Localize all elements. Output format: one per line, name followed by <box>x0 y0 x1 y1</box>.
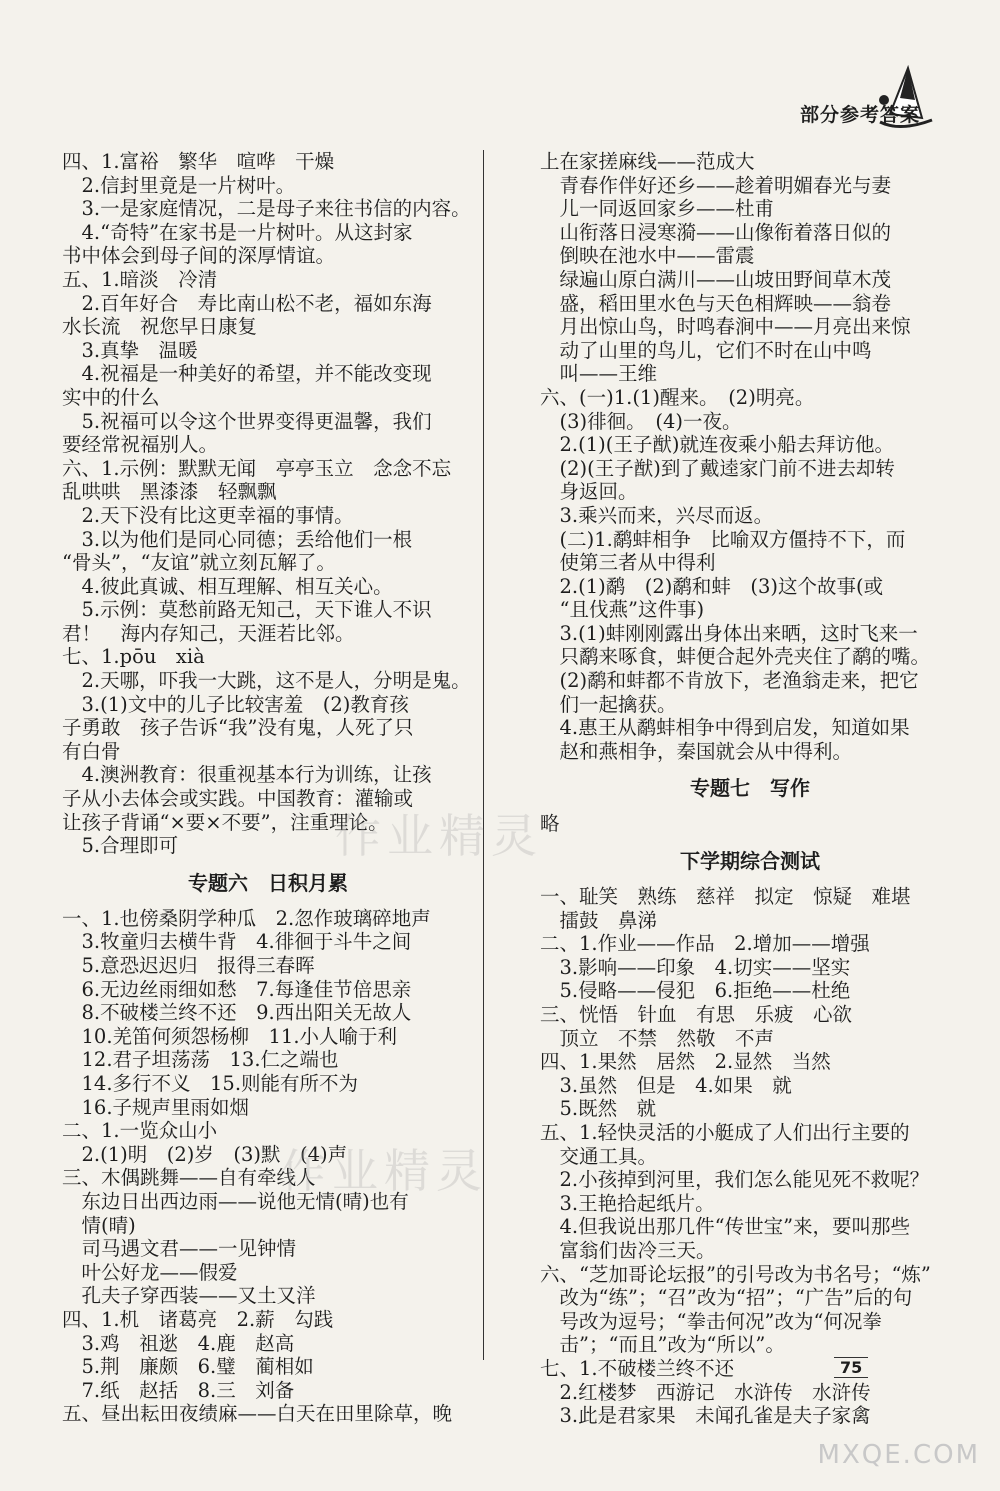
answer-line: 使第三者从中得利 <box>540 551 716 575</box>
answer-line: 5.既然 就 <box>540 1097 657 1121</box>
page-header: 部分参考答案 <box>799 104 920 126</box>
answer-line: 2.(1)(王子猷)就连夜乘小船去拜访他。 <box>540 433 894 457</box>
answer-line: 绿遍山原白满川——山坡田野间草木茂 <box>540 267 892 291</box>
answer-line: 七、1.不破楼兰终不还 <box>540 1356 735 1380</box>
answer-line: 3.(1)蚌刚刚露出身体出来晒，这时飞来一 <box>540 621 918 645</box>
answer-line: 3.王艳拾起纸片。 <box>540 1191 715 1215</box>
answer-line: 4.但我说出那几件“传世宝”来，要叫那些 <box>540 1215 911 1239</box>
answer-line: 击”；“而且”改为“所以”。 <box>540 1333 785 1357</box>
answer-line: 赵和燕相争，秦国就会从中得利。 <box>540 739 853 763</box>
answer-line: 五、1.轻快灵活的小艇成了人们出行主要的 <box>540 1120 910 1144</box>
answer-line: 乱哄哄 黑漆漆 轻飘飘 <box>62 480 277 504</box>
answer-line: 8.不破楼兰终不还 9.西出阳关无故人 <box>62 1001 412 1025</box>
answer-line: 5.示例：莫愁前路无知己，天下谁人不识 <box>62 598 432 622</box>
answer-line: 略 <box>540 812 560 836</box>
answer-line: 7.纸 赵括 8.三 刘备 <box>62 1378 295 1402</box>
answer-line: 山衔落日浸寒漪——山像衔着落日似的 <box>540 220 892 244</box>
answer-line: 让孩子背诵“×要×不要”，注重理论。 <box>62 810 388 834</box>
answer-line: 3.牧童归去横牛背 4.徘徊于斗牛之间 <box>62 930 412 954</box>
answer-line: 身返回。 <box>540 480 638 504</box>
answer-line: 四、1.机 诸葛亮 2.薪 勾践 <box>62 1307 334 1331</box>
answer-line: 3.此是君家果 未闻孔雀是夫子家禽 <box>540 1404 871 1428</box>
answer-line: 2.(1)鹬 (2)鹬和蚌 (3)这个故事(或 <box>540 574 884 598</box>
answer-line: 二、1.一览众山小 <box>62 1119 218 1143</box>
answer-line: 实中的什么 <box>62 385 160 409</box>
stamp-watermark: 作业精灵 <box>280 1144 488 1198</box>
answer-line: 号改为逗号；“拳击何况”改为“何况拳 <box>540 1309 882 1333</box>
answer-line: 富翁们齿冷三天。 <box>540 1238 716 1262</box>
answer-line: 3.鸡 祖逖 4.鹿 赵高 <box>62 1331 295 1355</box>
answer-line: 只鹬来啄食，蚌便合起外壳夹住了鹬的嘴。 <box>540 645 931 669</box>
answer-line: 10.羌笛何须怨杨柳 11.小人喻于利 <box>62 1024 398 1048</box>
answer-line: 5.意恐迟迟归 报得三春晖 <box>62 954 315 977</box>
answer-line: 5.侵略——侵犯 6.拒绝——杜绝 <box>540 979 851 1003</box>
answer-line: 3.乘兴而来，兴尽而返。 <box>540 503 774 527</box>
answer-line: 2.小孩掉到河里，我们怎么能见死不救呢？ <box>540 1168 930 1192</box>
left-column <box>62 150 474 1426</box>
section-title: 下学期综合测试 <box>680 849 820 874</box>
answer-line: 顶立 不禁 然敬 不声 <box>540 1026 775 1050</box>
answer-line: 叶公好龙——假爱 <box>62 1260 238 1284</box>
answer-line: 擂鼓 鼻涕 <box>540 908 658 932</box>
answer-line: 孔夫子穿西装——又土又洋 <box>62 1284 316 1308</box>
site-watermark: MXQE.COM <box>817 1440 980 1470</box>
answer-line: (2)鹬和蚌都不肯放下，老渔翁走来，把它 <box>540 669 919 693</box>
answer-line: 14.多行不义 15.则能有所不为 <box>62 1071 359 1095</box>
stamp-watermark: 作业精灵 <box>335 809 543 863</box>
answer-line: 三、恍悟 针血 有思 乐疲 心欲 <box>540 1003 853 1026</box>
answer-line: 们一起擒获。 <box>540 692 677 716</box>
answer-line: 三、木偶跳舞——自有牵线人 <box>62 1166 316 1190</box>
answer-line: 动了山里的鸟儿，它们不时在山中鸣 <box>540 338 872 362</box>
answer-line: 5.合理即可 <box>62 834 179 858</box>
answer-line: 12.君子坦荡荡 13.仁之端也 <box>62 1048 339 1072</box>
answer-line: “且伐燕”这件事) <box>540 598 705 622</box>
answer-line: 子从小去体会或实践。中国教育：灌输或 <box>62 787 414 811</box>
answer-line: 四、1.果然 居然 2.显然 当然 <box>540 1050 831 1074</box>
answer-line: 16.子规声里雨如烟 <box>62 1095 250 1119</box>
answer-line: 2.天下没有比这更幸福的事情。 <box>62 503 354 527</box>
answer-line: 青春作伴好还乡——趁着明媚春光与妻 <box>540 173 892 197</box>
answer-line: 司马遇文君——一见钟情 <box>62 1237 297 1261</box>
answer-line: 四、1.富裕 繁华 喧哗 干燥 <box>62 150 335 173</box>
answer-line: 五、昼出耘田夜绩麻——白天在田里除草，晚 <box>62 1402 453 1426</box>
answer-line: 交通工具。 <box>540 1144 658 1168</box>
answer-line: 3.真挚 温暖 <box>62 338 198 362</box>
answer-line: 叫——王维 <box>540 362 658 386</box>
answer-line: 君！ 海内存知己，天涯若比邻。 <box>62 621 355 645</box>
right-column <box>540 150 960 1428</box>
page-number: 75 <box>834 1357 868 1378</box>
answer-line: 一、1.也傍桑阴学种瓜 2.忽作玻璃碎地声 <box>62 906 431 930</box>
answer-line: 4.惠王从鹬蚌相争中得到启发，知道如果 <box>540 716 910 740</box>
answer-line: 倒映在池水中——雷震 <box>540 244 755 268</box>
answer-line: 6.无边丝雨细如愁 7.每逢佳节倍思亲 <box>62 977 412 1001</box>
answer-line: 4.“奇特”在家书是一片树叶。从这封家 <box>62 220 413 244</box>
answer-line: 3.虽然 但是 4.如果 就 <box>540 1073 792 1097</box>
answer-line: 5.荆 廉颇 6.璧 蔺相如 <box>62 1355 314 1379</box>
answer-line: 2.(1)明 (2)岁 (3)默 (4)声 <box>62 1142 348 1166</box>
answer-line: 2.百年好合 寿比南山松不老，福如东海 <box>62 291 432 315</box>
answer-line: 要经常祝福别人。 <box>62 433 219 457</box>
answer-line: 3.影响——印象 4.切实——坚实 <box>540 955 851 979</box>
answer-line: 儿一同返回家乡——杜甫 <box>540 197 775 221</box>
answer-line: 月出惊山鸟，时鸣春涧中——月亮出来惊 <box>540 315 911 339</box>
answer-line: 有白骨 <box>62 739 121 763</box>
answer-line: 水长流 祝您早日康复 <box>62 315 258 339</box>
answer-line: 4.彼此真诚、相互理解、相互关心。 <box>62 574 393 598</box>
answer-line: 六、1.示例：默默无闻 亭亭玉立 念念不忘 <box>62 456 452 480</box>
answer-line: 4.澳洲教育：很重视基本行为训练，让孩 <box>62 763 432 787</box>
answer-line: (3)徘徊。 (4)一夜。 <box>540 409 742 433</box>
answer-line: 七、1.pōu xià <box>62 645 205 669</box>
answer-line: 5.祝福可以令这个世界变得更温馨，我们 <box>62 409 432 433</box>
answer-line: 改为“练”；“召”改为“招”；“广告”后的句 <box>540 1286 913 1310</box>
answer-line: 4.祝福是一种美好的希望，并不能改变现 <box>62 362 432 386</box>
answer-line: 六、“芝加哥论坛报”的引号改为书名号；“炼” <box>540 1262 931 1286</box>
answer-line: (2)(王子猷)到了戴逵家门前不进去却转 <box>540 456 895 480</box>
answer-line: 五、1.暗淡 冷清 <box>62 267 218 291</box>
answer-line: 书中体会到母子间的深厚情谊。 <box>62 244 336 268</box>
answer-line: (二)1.鹬蚌相争 比喻双方僵持不下，而 <box>540 527 906 551</box>
answer-line: 二、1.作业——作品 2.增加——增强 <box>540 932 870 956</box>
answer-line: “骨头”，“友谊”就立刻瓦解了。 <box>62 551 336 575</box>
section-title: 专题七 写作 <box>690 776 810 801</box>
answer-line: 上在家搓麻线——范成大 <box>540 150 755 173</box>
answer-line: 2.天哪，吓我一大跳，这不是人，分明是鬼。 <box>62 669 471 693</box>
answer-line: 2.信封里竟是一片树叶。 <box>62 173 296 197</box>
section-title: 专题六 日积月累 <box>188 870 348 895</box>
answer-line: 3.一是家庭情况，二是母子来往书信的内容。 <box>62 197 471 221</box>
answer-line: 东边日出西边雨——说他无情(晴)也有 <box>62 1189 409 1213</box>
answer-line: 情(晴) <box>62 1213 136 1237</box>
answer-line: 2.红楼梦 西游记 水浒传 水浒传 <box>540 1380 871 1404</box>
answer-line: 六、(一)1.(1)醒来。 (2)明亮。 <box>540 385 815 409</box>
answer-line: 子勇敢 孩子告诉“我”没有鬼，人死了只 <box>62 716 414 740</box>
answer-line: 3.以为他们是同心同德；丢给他们一根 <box>62 527 413 551</box>
answer-line: 盛，稻田里水色与天色相辉映——翁卷 <box>540 291 892 315</box>
answer-line: 一、耻笑 熟练 慈祥 拟定 惊疑 难堪 <box>540 885 911 909</box>
answer-line: 3.(1)文中的儿子比较害羞 (2)教育孩 <box>62 692 409 716</box>
